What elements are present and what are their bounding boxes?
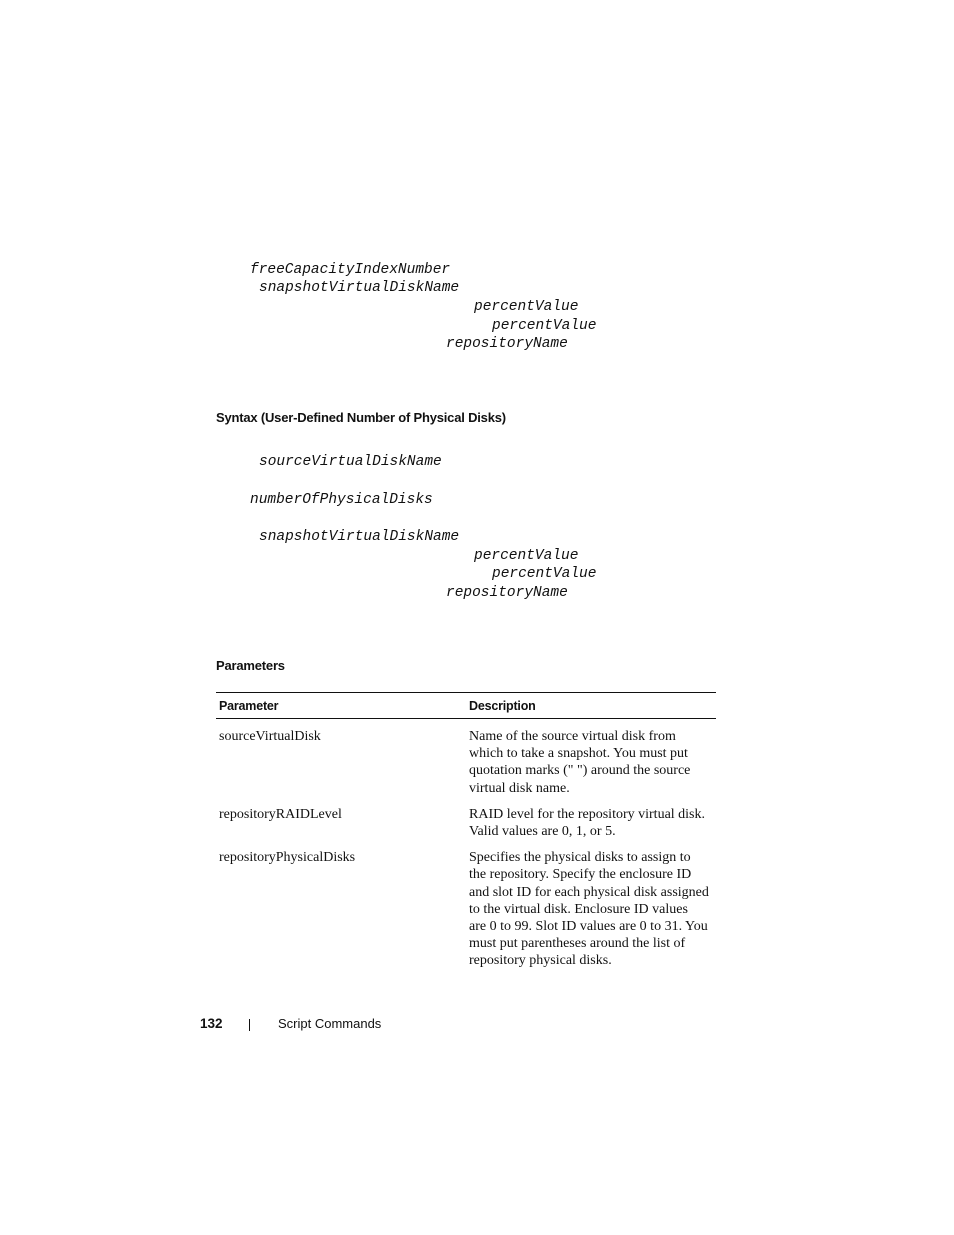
syntax-line-snapshot-virtual-disk-name: snapshotVirtualDiskName (259, 529, 460, 545)
section-heading-parameters: Parameters (216, 658, 285, 673)
syntax-line-percent-value: percentValue (492, 318, 597, 334)
column-header-description: Description (469, 698, 536, 713)
description-line: Name of the source virtual disk from (469, 729, 676, 744)
syntax-line-repository-name: repositoryName (446, 336, 568, 352)
parameter-name-cell: repositoryRAIDLevel (219, 806, 342, 822)
table-row (216, 804, 716, 840)
footer-section-title: Script Commands (278, 1016, 382, 1031)
page-number: 132 (200, 1016, 223, 1031)
description-line: must put parentheses around the list of (469, 936, 686, 952)
syntax-line-percent-value: percentValue (474, 299, 579, 315)
section-heading-syntax-user-defined: Syntax (User-Defined Number of Physical Disks) (216, 410, 506, 425)
column-header-parameter: Parameter (219, 698, 279, 713)
parameters-table (216, 692, 716, 977)
parameter-description-cell (466, 728, 716, 797)
syntax-line-number-of-physical-disks: numberOfPhysicalDisks (250, 492, 433, 508)
table-row (216, 847, 716, 969)
description-line: RAID level for the repository virtual disk. (469, 806, 706, 822)
syntax-line-snapshot-virtual-disk-name: snapshotVirtualDiskName (259, 280, 460, 296)
description-line: to the virtual disk. Enclosure ID values (469, 901, 688, 917)
description-line: the repository. Specify the enclosure ID (469, 867, 692, 883)
table-body (216, 719, 716, 970)
description-line: and slot ID for each physical disk assigned (469, 884, 709, 900)
parameter-name-cell: sourceVirtualDisk (219, 729, 321, 744)
syntax-line-percent-value: percentValue (492, 566, 597, 582)
parameter-description-cell (466, 849, 716, 969)
table-row (216, 726, 716, 797)
description-line: which to take a snapshot. You must put (469, 746, 688, 762)
footer-divider (249, 1019, 250, 1031)
description-line: are 0 to 99. Slot ID values are 0 to 31. You (469, 919, 708, 935)
description-line: Specifies the physical disks to assign to (469, 850, 691, 866)
description-line: repository physical disks. (469, 953, 612, 969)
parameter-name-cell: repositoryPhysicalDisks (219, 850, 356, 866)
description-line: quotation marks (" ") around the source (469, 763, 691, 779)
syntax-line-percent-value: percentValue (474, 548, 579, 564)
syntax-line-free-capacity-index-number: freeCapacityIndexNumber (250, 262, 451, 278)
syntax-line-source-virtual-disk-name: sourceVirtualDiskName (259, 454, 442, 470)
description-line: virtual disk name. (469, 780, 570, 796)
parameter-description-cell (466, 806, 716, 840)
description-line: Valid values are 0, 1, or 5. (469, 824, 616, 840)
table-header-row (216, 693, 716, 719)
syntax-line-repository-name: repositoryName (446, 585, 568, 601)
